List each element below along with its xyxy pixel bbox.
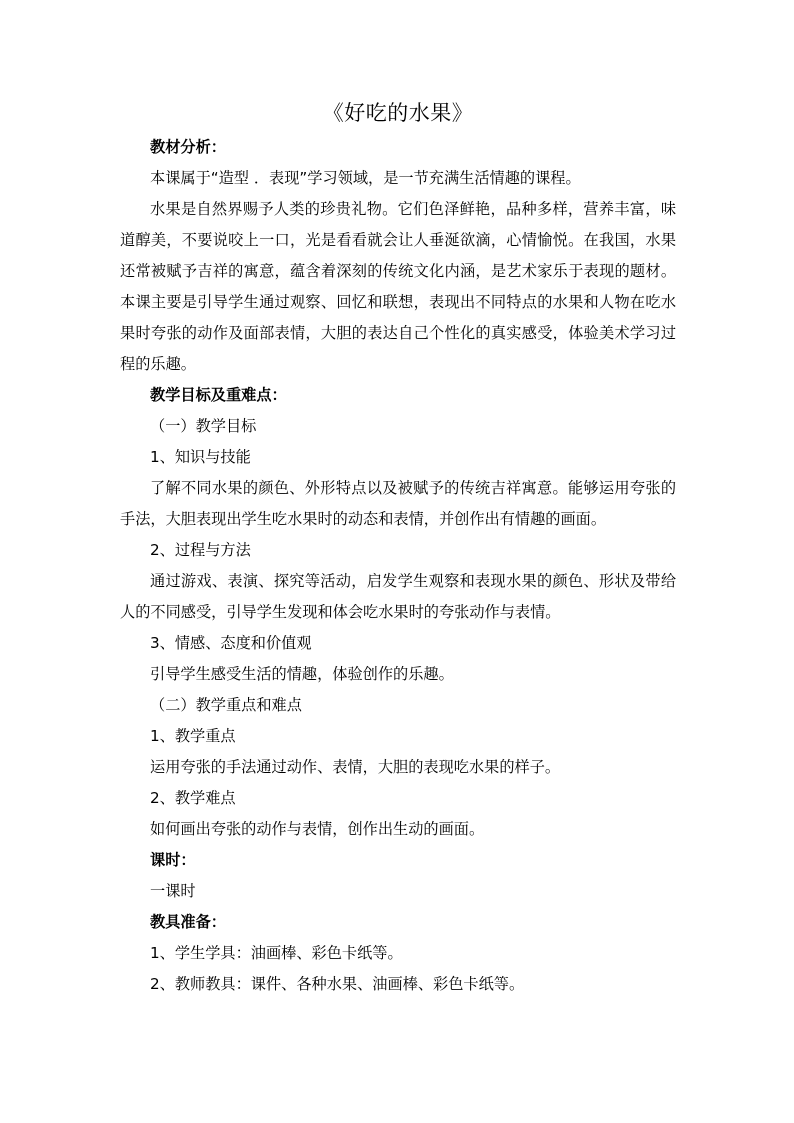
section-heading: 教材分析： <box>150 138 226 156</box>
paragraph: 2、教师教具：课件、各种水果、油画棒、彩色卡纸等。 <box>150 975 525 993</box>
section-heading: 教具准备： <box>150 913 226 931</box>
paragraph: 1、知识与技能 <box>150 448 251 466</box>
document-title: 《好吃的水果》 <box>322 101 474 125</box>
paragraph: 1、学生学具：油画棒、彩色卡纸等。 <box>150 944 403 962</box>
paragraph: 运用夸张的手法通过动作、表情，大胆的表现吃水果的样子。 <box>150 758 561 776</box>
paragraph: 一课时 <box>150 882 196 900</box>
paragraph: 1、教学重点 <box>150 727 236 745</box>
paragraph: 3、情感、态度和价值观 <box>150 634 312 652</box>
paragraph: 水果是自然界赐予人类的珍贵礼物。它们色泽鲜艳，品种多样，营养丰富，味道醇美，不要说咬上一口，光是看看就会让人垂涎欲滴，心情愉悦。在我国，水果还常被赋予吉祥的寓意，蕴含着深刻的传统文化内涵，是艺术家乐于表现的题材。本课主要是引导学生通过观察、回忆和联想，表现出不同特点的水果和人物在吃水果时夸张的动作及面部表情，大胆的表达自己个性化的真实感受，体验美术学习过程的乐趣。 <box>120 200 676 373</box>
paragraph: 通过游戏、表演、探究等活动，启发学生观察和表现水果的颜色、形状及带给人的不同感受，引导学生发现和体会吃水果时的夸张动作与表情。 <box>120 572 676 621</box>
section-heading: 教学目标及重难点： <box>150 386 287 404</box>
paragraph: 如何画出夸张的动作与表情，创作出生动的画面。 <box>150 820 485 838</box>
document-page <box>120 98 676 1000</box>
paragraph: 2、教学难点 <box>150 789 236 807</box>
section-heading: 课时： <box>150 851 196 869</box>
paragraph: 2、过程与方法 <box>150 541 251 559</box>
paragraph: （二）教学重点和难点 <box>150 696 302 714</box>
paragraph: 本课属于“造型 ．表现”学习领域，是一节充满生活情趣的课程。 <box>150 169 581 187</box>
paragraph: （一）教学目标 <box>150 417 257 435</box>
paragraph: 了解不同水果的颜色、外形特点以及被赋予的传统吉祥寓意。能够运用夸张的手法，大胆表现出学生吃水果时的动态和表情，并创作出有情趣的画面。 <box>120 479 676 528</box>
paragraph: 引导学生感受生活的情趣，体验创作的乐趣。 <box>150 665 454 683</box>
